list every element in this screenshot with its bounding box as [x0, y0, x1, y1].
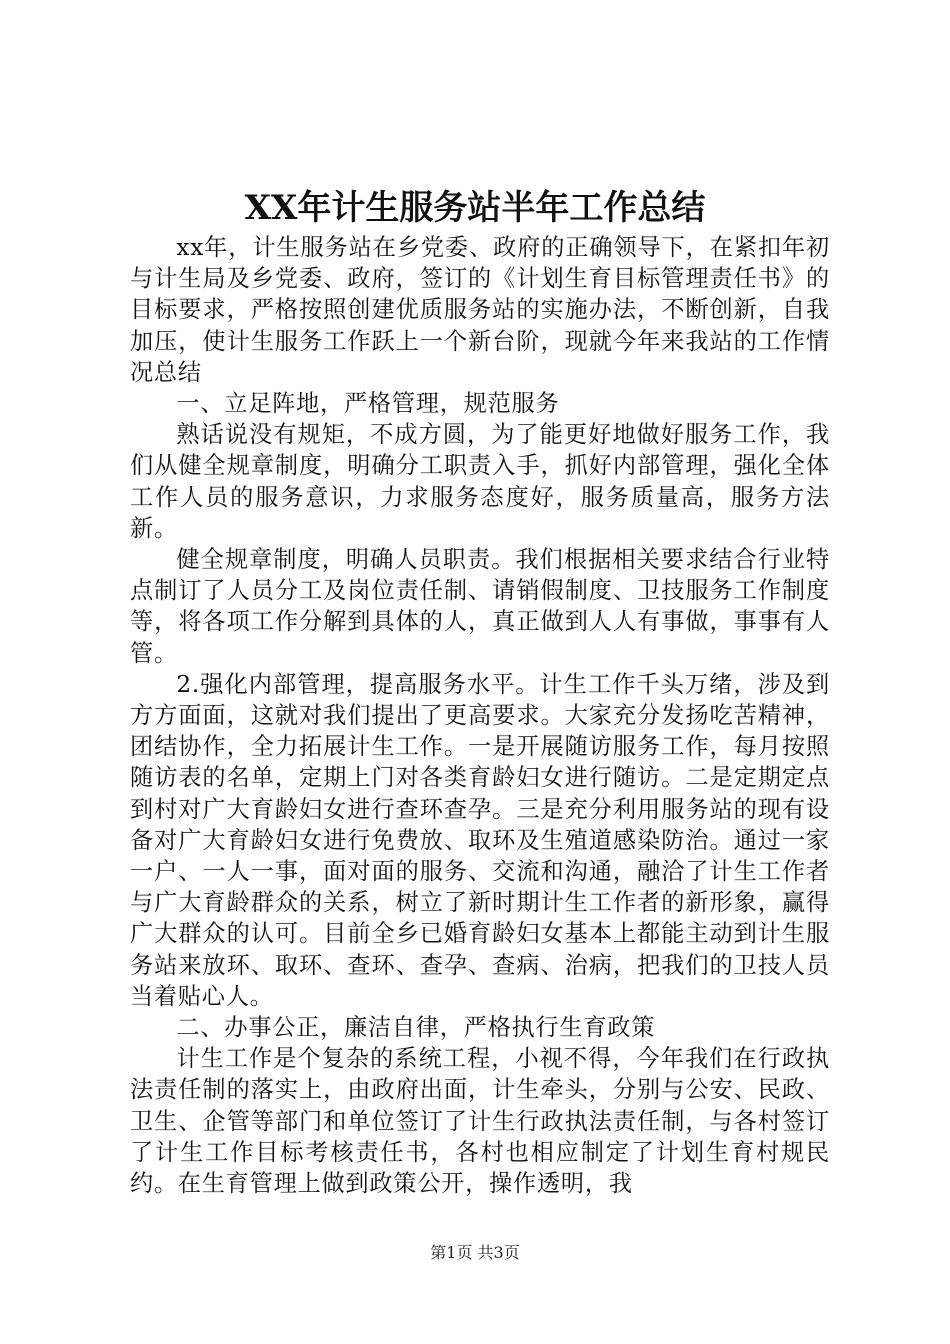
paragraph-intro: xx年，计生服务站在乡党委、政府的正确领导下，在紧扣年初与计生局及乡党委、政府，签订的《计划生育目标管理责任书》的目标要求，严格按照创建优质服务站的实施办法，不断创新，自我加压，使计生服务工作跃上一个新台阶，现就今年来我站的工作情况总结 [130, 234, 830, 386]
paragraph-policy: 计生工作是个复杂的系统工程，小视不得，今年我们在行政执法责任制的落实上，由政府出面，计生牵头，分别与公安、民政、卫生、企管等部门和单位签订了计生行政执法责任制，与各村签订了计生工作目标考核责任书，各村也相应制定了计划生育村规民约。在生育管理上做到政策公开，操作透明，我 [130, 1045, 830, 1198]
section-heading-1: 一、立足阵地，严格管理，规范服务 [176, 390, 560, 418]
section-heading-2: 二、办事公正，廉洁自律，严格执行生育政策 [176, 1014, 656, 1042]
page-footer: 第1页 共3页 [430, 1243, 520, 1262]
document-body [130, 232, 830, 1199]
paragraph-rules: 熟话说没有规矩，不成方圆，为了能更好地做好服务工作，我们从健全规章制度，明确分工职责入手，抓好内部管理，强化全体工作人员的服务意识，力求服务态度好，服务质量高，服务方法新。 [130, 421, 830, 542]
paragraph-management: 2.强化内部管理，提高服务水平。计生工作千头万绪，涉及到方方面面，这就对我们提出了更高要求。大家充分发扬吃苦精神，团结协作，全力拓展计生工作。一是开展随访服务工作，每月按照随访表的名单，定期上门对各类育龄妇女进行随访。二是定期定点到村对广大育龄妇女进行查环查孕。三是充分利用服务站的现有设备对广大育龄妇女进行免费放、取环及生殖道感染防治。通过一家一户、一人一事，面对面的服务、交流和沟通，融洽了计生工作者与广大育龄群众的关系，树立了新时期计生工作者的新形象，赢得广大群众的认可。目前全乡已婚育龄妇女基本上都能主动到计生服务站来放环、取环、查环、查孕、查病、治病，把我们的卫技人员当着贴心人。 [130, 670, 830, 1010]
document-title: XX年计生服务站半年工作总结 [244, 188, 706, 228]
paragraph-duties: 健全规章制度，明确人员职责。我们根据相关要求结合行业特点制订了人员分工及岗位责任制、请销假制度、卫技服务工作制度等，将各项工作分解到具体的人，真正做到人人有事做，事事有人管。 [130, 546, 830, 667]
